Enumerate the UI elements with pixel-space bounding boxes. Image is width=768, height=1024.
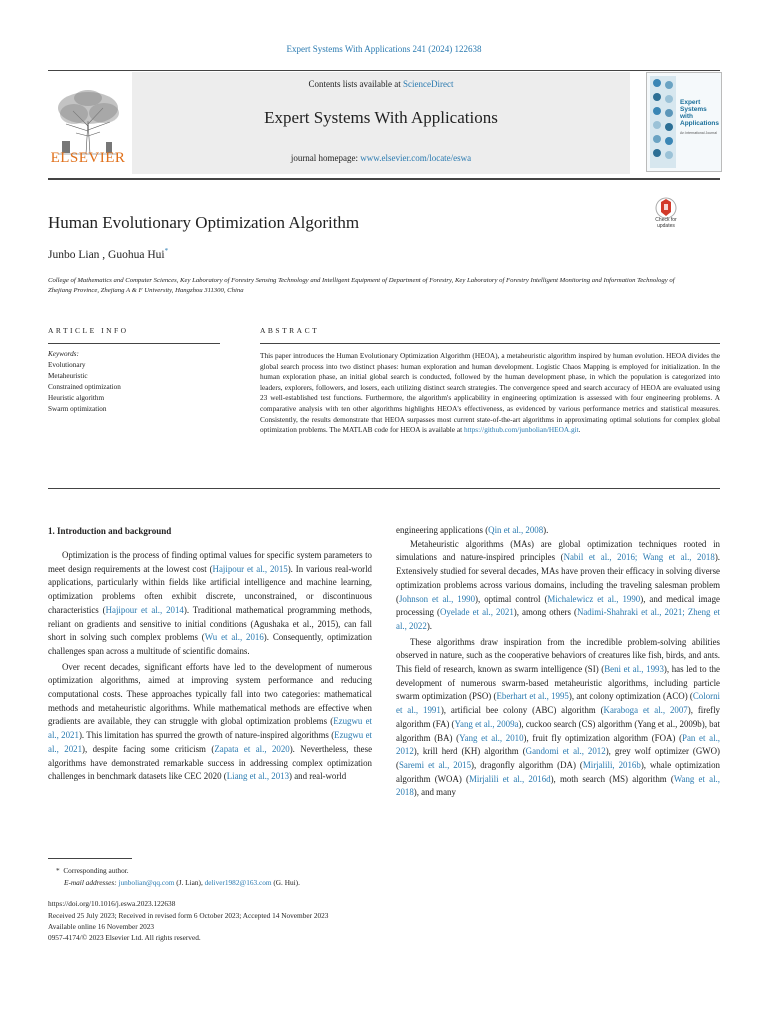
paragraph-text: ), whale optimization algorithm (WOA) (: [396, 759, 720, 784]
citation-link[interactable]: Ezugwu et al., 2021: [48, 716, 372, 741]
abstract-heading: ABSTRACT: [260, 326, 320, 335]
keyword: Constrained optimization: [48, 383, 121, 391]
citation-link[interactable]: Wang et al., 2018: [396, 773, 720, 798]
contents-line: [132, 79, 630, 89]
corresponding-footnote: [56, 866, 129, 875]
article-info-heading: ARTICLE INFO: [48, 326, 129, 335]
citation-link[interactable]: Hajipour et al., 2014: [105, 604, 184, 615]
cover-subtitle: An International Journal: [680, 131, 717, 135]
code-link[interactable]: https://github.com/junbolian/HEOA.git: [463, 425, 579, 435]
citation-link[interactable]: Nabil et al., 2016; Wang et al., 2018: [563, 552, 715, 563]
paragraph-text: ). Nevertheless, these algorithms have demonstrated remarkable success in addressing complex optimization challenges in benchmark datasets like CEC 2020 (: [48, 743, 373, 782]
paragraph-text: ).: [543, 525, 549, 535]
keyword: Swarm optimization: [48, 405, 107, 413]
paragraph-text: Optimization is the process of finding optimal values for specific system parameters to meet design requirements at the lowest cost (: [48, 550, 372, 574]
right-column: [396, 524, 720, 800]
abstract-end: .: [578, 425, 581, 435]
paragraph: [396, 538, 720, 634]
paragraph-text: ), dragonfly algorithm (DA) (: [471, 759, 583, 770]
paragraph-text: ), cuckoo search (CS) algorithm (Yang et al., 2009b), bat algorithm (BA) (: [396, 718, 720, 743]
section-title: 1. Introduction and background: [48, 526, 172, 536]
paragraph: [48, 549, 372, 659]
sciencedirect-link[interactable]: ScienceDirect: [403, 79, 454, 89]
citation-link[interactable]: Qin et al., 2008: [488, 525, 544, 535]
paragraph-text: ), and many: [413, 787, 456, 798]
homepage-prefix: journal homepage:: [290, 153, 361, 163]
citation-link[interactable]: Zapata et al., 2020: [214, 743, 290, 754]
check-for-updates-badge[interactable]: [648, 196, 684, 234]
citation-link[interactable]: Wu et al., 2016: [204, 632, 264, 643]
citation-link[interactable]: Michalewicz et al., 1990: [547, 593, 641, 604]
homepage-line: [132, 153, 630, 163]
paragraph-text: These algorithms draw inspiration from the incredible problem-solving abilities observed in nature, such as the cooperative behaviors of creatures like fish, birds, and ants. This field of research, known as swarm intelligence (SI) (: [396, 636, 720, 675]
paragraph-text: ) and real-world: [289, 771, 347, 782]
paragraph-text: Over recent decades, significant efforts have led to the development of numerous optimization algorithms, aimed at improving system performance and reducing computational costs. These approaches typically fall into two categories: mathematical methods and metaheuristic algorithms. While mathematical methods are effective when gradients are available, they can struggle with global optimization problems (: [48, 661, 372, 727]
paragraph-text: ), fruit fly optimization algorithm (FOA) (: [523, 732, 683, 743]
paragraph-text: ). Consequently, optimization challenges span across a multitude of scientific domains.: [48, 632, 372, 656]
paragraph-text: ), firefly algorithm (FA) (: [396, 705, 720, 729]
check-updates-label: Check for updates: [655, 217, 677, 229]
homepage-link[interactable]: www.elsevier.com/locate/eswa: [360, 153, 472, 163]
keywords-label: Keywords:: [48, 350, 79, 358]
abstract-bottom-rule: [48, 488, 720, 489]
citation-link[interactable]: Eberhart et al., 1995: [496, 691, 569, 702]
journal-title: Expert Systems With Applications: [264, 108, 498, 127]
author-list: [48, 247, 168, 261]
citation-link[interactable]: Ezugwu et al., 2021: [48, 730, 372, 754]
email-name-2: (G. Hui).: [271, 878, 300, 887]
citation-link[interactable]: Mirjalili et al., 2016d: [468, 773, 551, 784]
copyright: 0957-4174/© 2023 Elsevier Ltd. All rights reserved.: [48, 933, 201, 942]
doi-link[interactable]: https://doi.org/10.1016/j.eswa.2023.122638: [48, 899, 176, 908]
citation-link[interactable]: Colorni et al., 1991: [396, 691, 720, 716]
header-top-rule: [48, 70, 720, 71]
citation-link[interactable]: Johnson et al., 1990: [398, 593, 476, 604]
paragraph-text: Metaheuristic algorithms (MAs) are global optimization techniques rooted in simulations and nature-inspired principles (: [396, 538, 720, 563]
cover-title: Expert Systems with Applications: [680, 99, 720, 127]
citation-link[interactable]: Yang et al., 2010: [459, 732, 524, 743]
received-dates: Received 25 July 2023; Received in revised form 6 October 2023; Accepted 14 November 2023: [48, 911, 329, 920]
paragraph-text: ). In various real-world applications, particularly within fields like artificial intelligence and machine learning, optimization problems often exhibit discrete, unconstrained, or discontinuous characteristics (: [48, 563, 372, 615]
article-info-rule: [48, 343, 220, 344]
citation-link[interactable]: Hajipour et al., 2015: [212, 563, 288, 574]
paragraph-text: ). This limitation has spurred the growth of nature-inspired algorithms (: [78, 730, 335, 741]
email-footnote: [64, 878, 300, 887]
journal-citation[interactable]: Expert Systems With Applications 241 (2024) 122638: [286, 44, 482, 54]
paragraph-text: ), optimal control (: [475, 593, 548, 604]
paragraph-text: ). Extensively studied for several decades, MAs have proven their efficacy in solving diverse optimization problems across various domains, including the traveling salesman problem (: [396, 552, 720, 604]
paragraph-text: ), krill herd (KH) algorithm (: [413, 746, 526, 757]
footnote-rule: [48, 858, 132, 859]
citation-link[interactable]: Saremi et al., 2015: [398, 759, 472, 770]
abstract-body: This paper introduces the Human Evolutionary Optimization Algorithm (HEOA), a metaheuristic algorithm inspired by human evolution. HEOA divides the global search process into two distinct phases: human exploration and human development. Logistic Chaos Mapping is employed for initialization. In the human exploration phase, an initial global search is conducted, followed by the human development phase, in which the population is categorized into leaders, explorers, followers, and losers, each utilizing distinct search strategies. The convergence speed and search accuracy of HEOA are evaluated using 23 well-established test functions. Furthermore, the algorithm's applicability in engineering optimization is assessed with four engineering problems. A comparative analysis with ten other algorithms highlights HEOA's effectiveness, as evidenced by various performance metrics and statistical measures. Consistently, the results demonstrate that HEOA surpasses most current state-of-the-art algorithms in approximating optimal solutions for complex global optimization problems. The MATLAB code for HEOA is available at: [260, 351, 720, 435]
citation-link[interactable]: Beni et al., 1993: [604, 664, 664, 675]
corresponding-text: Corresponding author.: [63, 866, 129, 875]
paragraph: [396, 524, 720, 538]
abstract-text: [260, 351, 720, 436]
citation-link[interactable]: Oyelade et al., 2021: [439, 607, 514, 618]
paragraph-text: ), among others (: [513, 607, 577, 618]
citation-link[interactable]: Karaboga et al., 2007: [603, 705, 688, 716]
paragraph-text: ), despite facing some criticism (: [82, 743, 215, 754]
paragraph-text: engineering applications (: [396, 525, 489, 535]
keyword: Heuristic algorithm: [48, 394, 105, 402]
email-link-2[interactable]: deliver1982@163.com: [204, 878, 272, 887]
citation-link[interactable]: Yang et al., 2009a: [454, 718, 519, 729]
publisher-wordmark: ELSEVIER: [50, 150, 126, 166]
online-date: Available online 16 November 2023: [48, 922, 155, 931]
citation-link[interactable]: Pan et al., 2012: [396, 732, 721, 757]
left-column: [48, 549, 372, 784]
paragraph: [396, 636, 720, 800]
contents-prefix: Contents lists available at: [308, 79, 403, 89]
citation-link[interactable]: Nadimi-Shahraki et al., 2021; Zheng et al., 2022: [396, 607, 720, 631]
paragraph-text: ). Traditional mathematical programming methods, reliant on gradients and sensitive to initial conditions (Agushaka et al., 2015), can fall short in solving such complex problems (: [48, 604, 372, 643]
citation-link[interactable]: Gandomi et al., 2012: [525, 746, 606, 757]
paragraph-text: ), artificial bee colony (ABC) algorithm (: [440, 705, 604, 716]
paragraph-text: ), has led to the development of numerous swarm-based metaheuristic algorithms, including particle swarm optimization (PSO) (: [396, 664, 720, 702]
paragraph-text: ).: [426, 620, 432, 631]
article-title: Human Evolutionary Optimization Algorithm: [48, 213, 360, 232]
header-bottom-rule: [48, 178, 720, 180]
paragraph-text: ), ant colony optimization (ACO) (: [568, 691, 693, 702]
citation-link[interactable]: Liang et al., 2013: [226, 771, 290, 782]
citation-link[interactable]: Mirjalili, 2016b: [582, 759, 641, 770]
paragraph-text: ), moth search (MS) algorithm (: [550, 773, 674, 784]
paragraph-text: ), grey wolf optimizer (GWO) (: [396, 746, 720, 770]
authors-text: Junbo Lian , Guohua Hui: [48, 248, 165, 261]
email-link-1[interactable]: junbolian@qq.com: [118, 878, 175, 887]
abstract-rule: [260, 343, 720, 344]
email-label: E-mail addresses:: [64, 878, 117, 887]
corresponding-mark[interactable]: *: [164, 247, 169, 255]
paragraph: [48, 661, 372, 784]
email-name-1: (J. Lian),: [174, 878, 205, 887]
keyword: Evolutionary: [48, 361, 86, 369]
keyword: Metaheuristic: [48, 372, 88, 380]
affiliation: College of Mathematics and Computer Sciences, Key Laboratory of Forestry Sensing Technology and Intelligent Equipment of Department of Forestry, Key Laboratory of Forestry Intelligent Monitoring and Information Technology of Zhejiang Province, Zhejiang A & F University, Hangzhou 311300, China: [48, 277, 675, 294]
paragraph-text: ), and medical image processing (: [396, 593, 720, 618]
asterisk: *: [56, 866, 60, 875]
